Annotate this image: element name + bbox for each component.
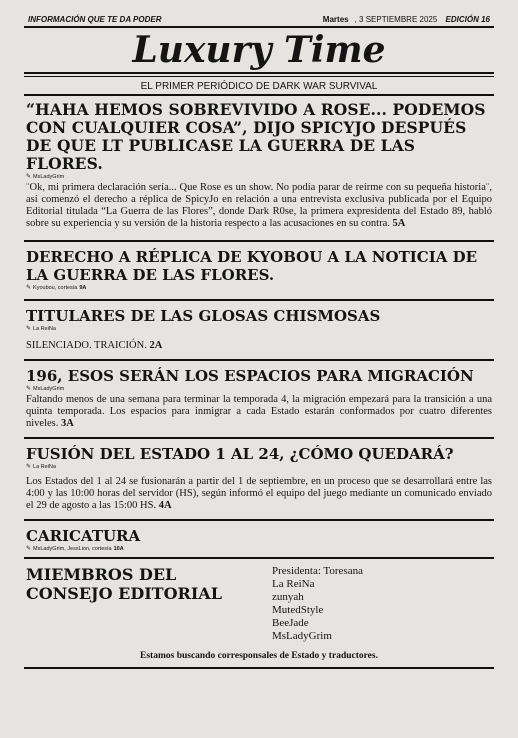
article-headline[interactable]: FUSIÓN DEL ESTADO 1 AL 24, ¿CÓMO QUEDARÁ? bbox=[26, 445, 454, 463]
tagline: INFORMACIÓN QUE TE DA PODER bbox=[28, 15, 162, 24]
issue-date: Martes , 3 SEPTIEMBRE 2025 bbox=[322, 15, 438, 24]
article-kyoubou bbox=[24, 248, 494, 292]
article-fusion bbox=[24, 445, 494, 512]
page-ref[interactable]: 10A bbox=[113, 546, 124, 552]
byline: ✎ La ReiNa bbox=[26, 326, 56, 332]
footer-note: Estamos buscando corresponsales de Estado y traductores. bbox=[140, 651, 378, 661]
editorial-board bbox=[24, 565, 494, 643]
member-item: Presidenta: Toresana bbox=[272, 565, 363, 577]
byline: ✎ MsLadyGrim, JessLion, cortesía 10A bbox=[26, 546, 124, 552]
pen-icon: ✎ bbox=[26, 464, 32, 470]
edition-number: EDICIÓN 16 bbox=[445, 15, 490, 24]
masthead-title: Luxury Time bbox=[132, 29, 386, 71]
article-migracion bbox=[24, 367, 494, 430]
page-ref[interactable]: 3A bbox=[61, 418, 74, 429]
member-item: La ReiNa bbox=[272, 578, 315, 590]
byline: ✎ MsLadyGrim bbox=[26, 174, 65, 180]
byline: ✎ La ReiNa bbox=[26, 464, 56, 470]
page-ref[interactable]: 4A bbox=[158, 500, 172, 511]
top-bar bbox=[24, 12, 494, 24]
page-ref[interactable]: 2A bbox=[149, 340, 163, 351]
pen-icon: ✎ bbox=[26, 546, 32, 552]
pen-icon: ✎ bbox=[26, 326, 32, 332]
pen-icon: ✎ bbox=[26, 386, 32, 392]
masthead-subtitle: EL PRIMER PERIÓDICO DE DARK WAR SURVIVAL bbox=[140, 81, 378, 92]
article-body: SILENCIADO. TRAICIÓN. 2A bbox=[26, 340, 163, 351]
member-item: zunyah bbox=[272, 591, 304, 603]
article-body: Faltando menos de una semana para terminar la temporada 4, la migración empezará para la transición a una quinta temporada. Los espacios para inmigrar a cada Estado estarán conformados por cuatro diferentes niveles. 3A bbox=[26, 394, 492, 429]
page-ref[interactable]: 9A bbox=[79, 285, 87, 291]
issue-info bbox=[317, 15, 490, 24]
byline: ✎ Kyoubou, cortesía 9A bbox=[26, 285, 87, 291]
editorial-members bbox=[272, 565, 363, 643]
article-headline[interactable]: 196, ESOS SERÁN LOS ESPACIOS PARA MIGRACIÓN bbox=[26, 367, 474, 385]
article-headline[interactable]: DERECHO A RÉPLICA DE KYOBOU A LA NOTICIA DE LA GUERRA DE LAS FLORES. bbox=[26, 248, 478, 284]
member-item: MsLadyGrim bbox=[272, 630, 332, 642]
article-spicyjo bbox=[24, 101, 494, 230]
byline: ✎ MsLadyGrim bbox=[26, 386, 65, 392]
article-body: Los Estados del 1 al 24 se fusionarán a partir del 1 de septiembre, en un proceso que se desarrollará entre las 4:00 y las 10:00 horas del servidor (HS), según informó el equipo del juego mediante un comunicado enviado el 29 de agosto a las 15:00 HS. 4A bbox=[26, 476, 492, 511]
member-item: MutedStyle bbox=[272, 604, 324, 616]
page-ref[interactable]: 5A bbox=[392, 218, 406, 229]
article-headline[interactable]: “HAHA HEMOS SOBREVIVIDO A ROSE... PODEMOS CON CUALQUIER COSA”, DIJO SPICYJO DESPUÉS DE QUE LT PUBLICASE LA GUERRA DE LAS FLORES. bbox=[26, 100, 486, 173]
article-headline[interactable]: TITULARES DE LAS GLOSAS CHISMOSAS bbox=[26, 307, 381, 325]
article-headline[interactable]: CARICATURA bbox=[26, 527, 141, 545]
caricature-section bbox=[24, 527, 494, 553]
pen-icon: ✎ bbox=[26, 174, 32, 180]
editorial-heading: MIEMBROS DEL CONSEJO EDITORIAL bbox=[26, 565, 222, 603]
article-body: ¨Ok, mi primera declaración sería... Que Rose es un show. No podía parar de reírme con su pequeña historia¨, así comenzó el derecho a réplica de SpicyJo en relación a una entrevista exclusiva publicada por el Equipo Editorial titulada “La Guerra de las Flores”, donde Dark R0se, la primera expresidenta del Estado 89, habló sobre su experiencia y su versión de la historia respecto a las acusaciones en su contra. 5A bbox=[26, 182, 492, 229]
pen-icon: ✎ bbox=[26, 285, 32, 291]
article-glosas bbox=[24, 307, 494, 352]
member-item: BeeJade bbox=[272, 617, 309, 629]
